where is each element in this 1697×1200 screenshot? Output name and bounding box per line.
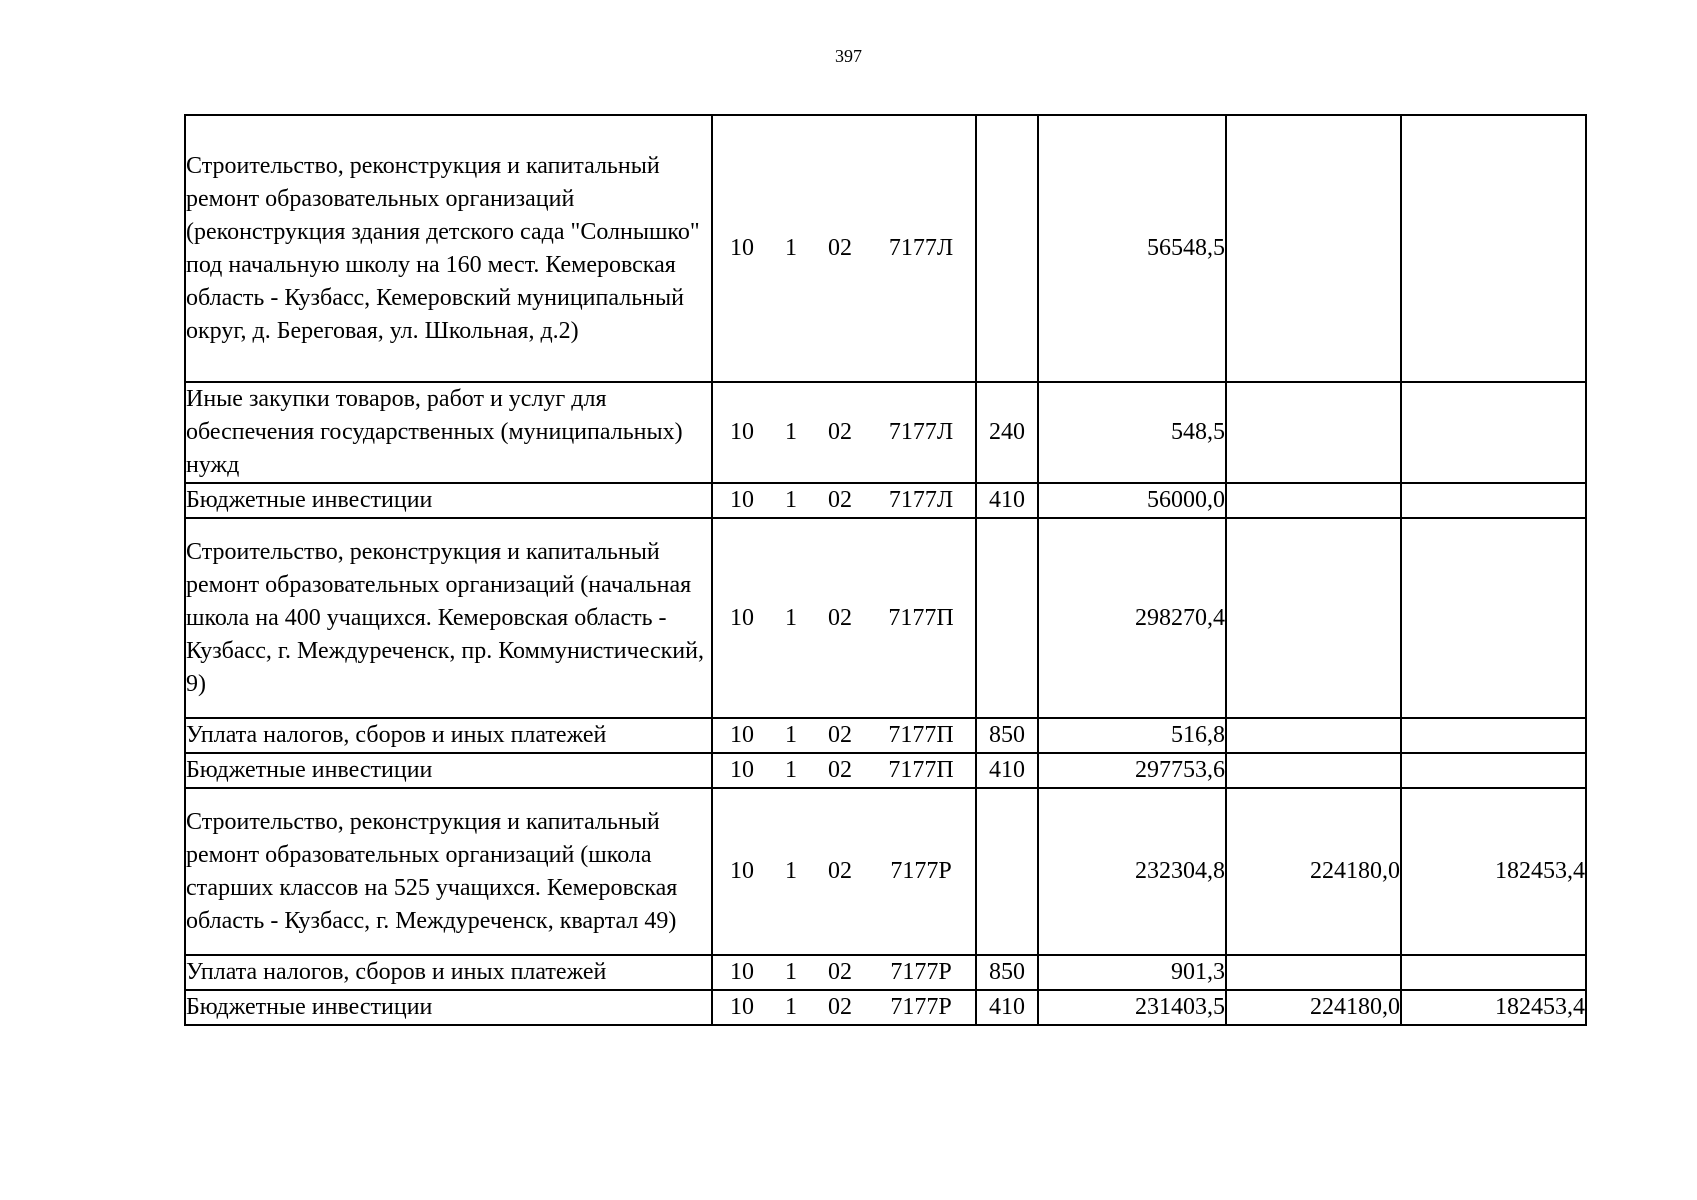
sum-year-3	[1401, 483, 1586, 518]
row-name: Бюджетные инвестиции	[185, 990, 712, 1025]
sum-year-1: 901,3	[1038, 955, 1226, 990]
program-code: 1	[785, 757, 797, 783]
expense-type-code	[976, 518, 1038, 718]
expense-type-code: 410	[976, 990, 1038, 1025]
row-codes	[712, 382, 976, 483]
sum-year-2	[1226, 518, 1401, 718]
direction-code: 7177Р	[890, 994, 952, 1020]
table-row	[185, 718, 1586, 753]
sum-year-2: 224180,0	[1226, 990, 1401, 1025]
program-code: 1	[785, 419, 797, 445]
sum-year-3	[1401, 518, 1586, 718]
page-number: 397	[835, 46, 862, 66]
program-code: 1	[785, 959, 797, 985]
row-codes	[712, 718, 976, 753]
sum-year-1: 231403,5	[1038, 990, 1226, 1025]
sum-year-1: 298270,4	[1038, 518, 1226, 718]
expense-type-code: 410	[976, 753, 1038, 788]
row-codes	[712, 115, 976, 382]
row-name: Иные закупки товаров, работ и услуг для обеспечения государственных (муниципальных) нужд	[185, 382, 712, 483]
program-code: 1	[785, 604, 797, 631]
expense-type-code: 850	[976, 955, 1038, 990]
table-row	[185, 753, 1586, 788]
section-code: 10	[730, 235, 754, 261]
row-name: Уплата налогов, сборов и иных платежей	[185, 955, 712, 990]
section-code: 10	[730, 994, 754, 1020]
expense-type-code	[976, 115, 1038, 382]
direction-code: 7177Л	[888, 419, 954, 445]
sum-year-3	[1401, 115, 1586, 382]
sum-year-3	[1401, 718, 1586, 753]
sum-year-3: 182453,4	[1401, 990, 1586, 1025]
section-code: 10	[730, 604, 754, 631]
sum-year-1: 297753,6	[1038, 753, 1226, 788]
table-row	[185, 788, 1586, 955]
sum-year-2	[1226, 955, 1401, 990]
program-code: 1	[785, 722, 797, 748]
program-code: 1	[785, 235, 797, 261]
section-code: 10	[730, 858, 754, 884]
sum-year-2	[1226, 115, 1401, 382]
sum-year-3: 182453,4	[1401, 788, 1586, 955]
sum-year-2	[1226, 718, 1401, 753]
row-codes	[712, 788, 976, 955]
direction-code: 7177П	[888, 722, 954, 748]
direction-code: 7177Л	[888, 235, 954, 261]
expense-type-code: 410	[976, 483, 1038, 518]
table-row	[185, 955, 1586, 990]
direction-code: 7177Р	[890, 858, 952, 884]
direction-code: 7177Р	[890, 959, 952, 985]
section-code: 10	[730, 487, 754, 513]
subprogram-code: 02	[828, 757, 852, 783]
section-code: 10	[730, 722, 754, 748]
sum-year-1: 548,5	[1038, 382, 1226, 483]
sum-year-1: 232304,8	[1038, 788, 1226, 955]
row-name: Бюджетные инвестиции	[185, 483, 712, 518]
subprogram-code: 02	[828, 722, 852, 748]
table-row	[185, 518, 1586, 718]
subprogram-code: 02	[828, 959, 852, 985]
row-codes	[712, 518, 976, 718]
sum-year-1: 56000,0	[1038, 483, 1226, 518]
table-row	[185, 382, 1586, 483]
table-row	[185, 115, 1586, 382]
sum-year-2: 224180,0	[1226, 788, 1401, 955]
program-code: 1	[785, 858, 797, 884]
row-name: Строительство, реконструкция и капитальный ремонт образовательных организаций (начальная школа на 400 учащихся. Кемеровская область - Кузбасс, г. Междуреченск, пр. Коммунистический, 9)	[185, 518, 712, 718]
row-codes	[712, 753, 976, 788]
expense-type-code	[976, 788, 1038, 955]
row-name: Строительство, реконструкция и капитальный ремонт образовательных организаций (реконструкция здания детского сада "Солнышко" под начальную школу на 160 мест. Кемеровская область - Кузбасс, Кемеровский муниципальный округ, д. Береговая, ул. Школьная, д.2)	[185, 115, 712, 382]
direction-code: 7177Л	[888, 487, 954, 513]
section-code: 10	[730, 757, 754, 783]
table-row	[185, 483, 1586, 518]
sum-year-2	[1226, 753, 1401, 788]
sum-year-3	[1401, 955, 1586, 990]
section-code: 10	[730, 419, 754, 445]
sum-year-2	[1226, 483, 1401, 518]
subprogram-code: 02	[828, 858, 852, 884]
row-name: Уплата налогов, сборов и иных платежей	[185, 718, 712, 753]
sum-year-3	[1401, 753, 1586, 788]
expense-type-code: 850	[976, 718, 1038, 753]
budget-table	[184, 114, 1587, 1026]
sum-year-1: 56548,5	[1038, 115, 1226, 382]
subprogram-code: 02	[828, 235, 852, 261]
sum-year-2	[1226, 382, 1401, 483]
row-codes	[712, 990, 976, 1025]
section-code: 10	[730, 959, 754, 985]
row-codes	[712, 483, 976, 518]
row-codes	[712, 955, 976, 990]
sum-year-3	[1401, 382, 1586, 483]
subprogram-code: 02	[828, 994, 852, 1020]
subprogram-code: 02	[828, 419, 852, 445]
direction-code: 7177П	[888, 757, 954, 783]
subprogram-code: 02	[828, 487, 852, 513]
row-name: Строительство, реконструкция и капитальный ремонт образовательных организаций (школа старших классов на 525 учащихся. Кемеровская область - Кузбасс, г. Междуреченск, квартал 49)	[185, 788, 712, 955]
row-name: Бюджетные инвестиции	[185, 753, 712, 788]
sum-year-1: 516,8	[1038, 718, 1226, 753]
direction-code: 7177П	[888, 604, 954, 631]
subprogram-code: 02	[828, 604, 852, 631]
expense-type-code: 240	[976, 382, 1038, 483]
program-code: 1	[785, 994, 797, 1020]
table-row	[185, 990, 1586, 1025]
program-code: 1	[785, 487, 797, 513]
